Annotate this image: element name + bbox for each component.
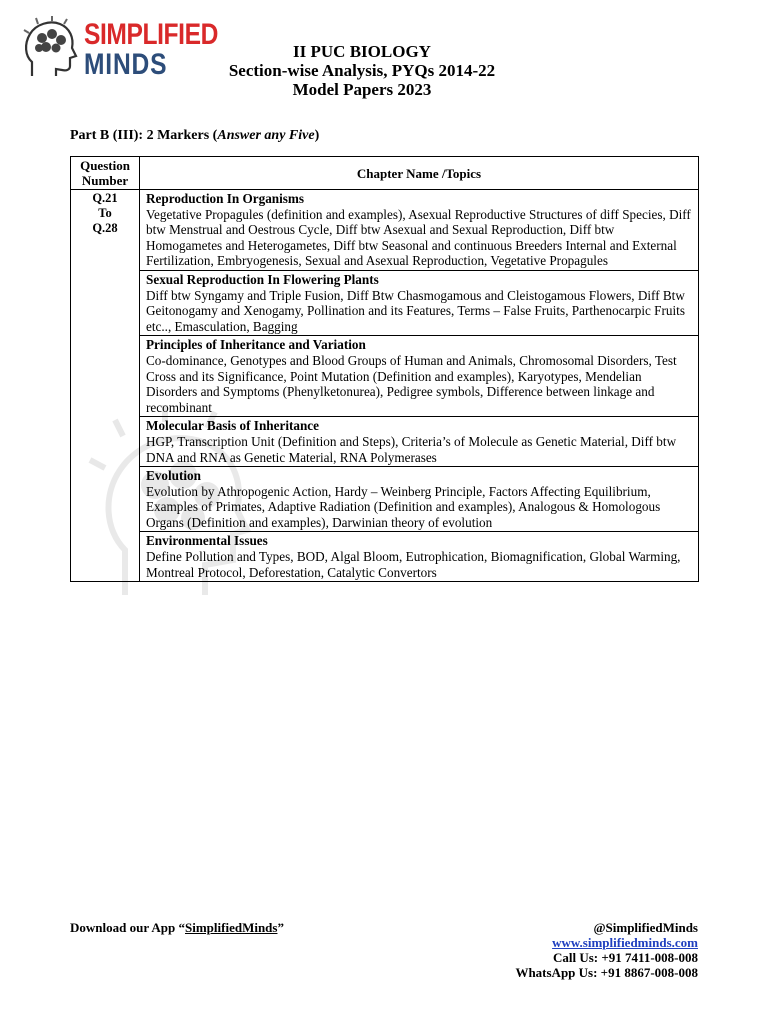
chapter-topics: HGP, Transcription Unit (Definition and Steps), Criteria’s of Molecule as Genetic Material, Diff btw DNA and RNA as Genetic Material, RNA Polymerases [146, 433, 677, 465]
call-number: Call Us: +91 7411-008-008 [553, 950, 698, 965]
chapter-topics: Define Pollution and Types, BOD, Algal Bloom, Eutrophication, Biomagnification, Global Warming, Montreal Protocol, Deforestation, Catalytic Convertors [146, 549, 681, 580]
part-heading [70, 128, 319, 144]
chapter-cell [140, 270, 699, 335]
footer-contact [515, 920, 698, 980]
chapter-name: Principles of Inheritance and Variation [146, 337, 366, 353]
chapter-cell [140, 467, 699, 532]
header-analysis: Section-wise Analysis, PYQs 2014-22 [228, 61, 496, 80]
app-name-link[interactable]: SimplifiedMinds [185, 920, 278, 935]
question-header-line2: Number [81, 173, 129, 188]
chapter-name: Reproduction In Organisms [146, 191, 305, 206]
chapter-topics: Evolution by Athropogenic Action, Hardy – Weinberg Principle, Factors Affecting Equilibrium, Examples of Primates, Adaptive Radiation (Definition and examples), Analogous & Homologous Organs (Definition and examples), Darwinian theory of evolution [146, 483, 661, 530]
page-header [170, 42, 554, 99]
table-row [71, 190, 699, 271]
question-number-header [71, 157, 140, 190]
chapter-cell [140, 190, 699, 271]
part-close: ) [314, 128, 320, 143]
chapter-topics: Co-dominance, Genotypes and Blood Groups of Human and Animals, Chromosomal Disorders, Test Cross and its Significance, Point Mutation (Definition and examples), Karyotypes, Mendelian Disorders and Symptoms (Phenylketonurea), Pedigree symbols, Difference between linkage and recombinant [146, 352, 677, 415]
question-from: Q.21 [92, 191, 118, 205]
table-row [71, 417, 699, 467]
whatsapp-number: WhatsApp Us: +91 8867-008-008 [515, 965, 698, 980]
question-to-word: To [98, 206, 112, 220]
chapter-topics-header: Chapter Name /Topics [140, 157, 699, 190]
chapter-cell [140, 336, 699, 417]
chapter-name: Evolution [146, 468, 201, 484]
table-row [71, 467, 699, 532]
download-prefix: Download our App “ [70, 920, 185, 935]
chapter-cell [140, 417, 699, 467]
chapter-name: Environmental Issues [146, 533, 268, 549]
download-suffix: ” [277, 920, 284, 935]
part-instruction: Answer any Five [217, 128, 315, 143]
brand-word-simplified: SIMPLIFIED [84, 18, 218, 51]
table-row [71, 270, 699, 335]
table-header-row [71, 157, 699, 190]
chapter-topics: Vegetative Propagules (definition and examples), Asexual Reproductive Structures of diff Species, Diff btw Menstrual and Oestrous Cycle, Diff btw Asexual and Sexual Reproduction, Diff btw Homogametes and Heterogametes, Diff btw Seasonal and continuous Breeders Internal and External Fertilization, Embryogenesis, Sexual and Asexual Reproduction, Vegetative Propagules [146, 206, 691, 269]
brain-head-icon [22, 16, 80, 80]
table-row [71, 336, 699, 417]
chapter-name: Molecular Basis of Inheritance [146, 418, 320, 434]
table-row [71, 532, 699, 582]
question-header-line1: Question [80, 158, 130, 173]
chapter-cell [140, 532, 699, 582]
header-model-papers: Model Papers 2023 [292, 80, 432, 99]
website-link[interactable]: www.simplifiedminds.com [552, 935, 698, 950]
social-handle: @SimplifiedMinds [593, 920, 698, 935]
part-title: Part B (III): 2 Markers ( [70, 128, 218, 143]
chapter-name: Sexual Reproduction In Flowering Plants [146, 271, 379, 287]
footer-download [70, 920, 284, 936]
header-subject: II PUC BIOLOGY [293, 42, 431, 61]
question-to: Q.28 [92, 221, 118, 235]
chapter-topics: Diff btw Syngamy and Triple Fusion, Diff Btw Chasmogamous and Cleistogamous Flowers, Diff Btw Geitonogamy and Xenogamy, Pollination and its Features, Terms – False Fruits, Parthenocarpic Fruits etc.., Emasculation, Bagging [146, 287, 685, 334]
question-range-cell [71, 190, 140, 582]
topics-table [70, 156, 699, 582]
brand-word-minds: MINDS [84, 48, 168, 81]
